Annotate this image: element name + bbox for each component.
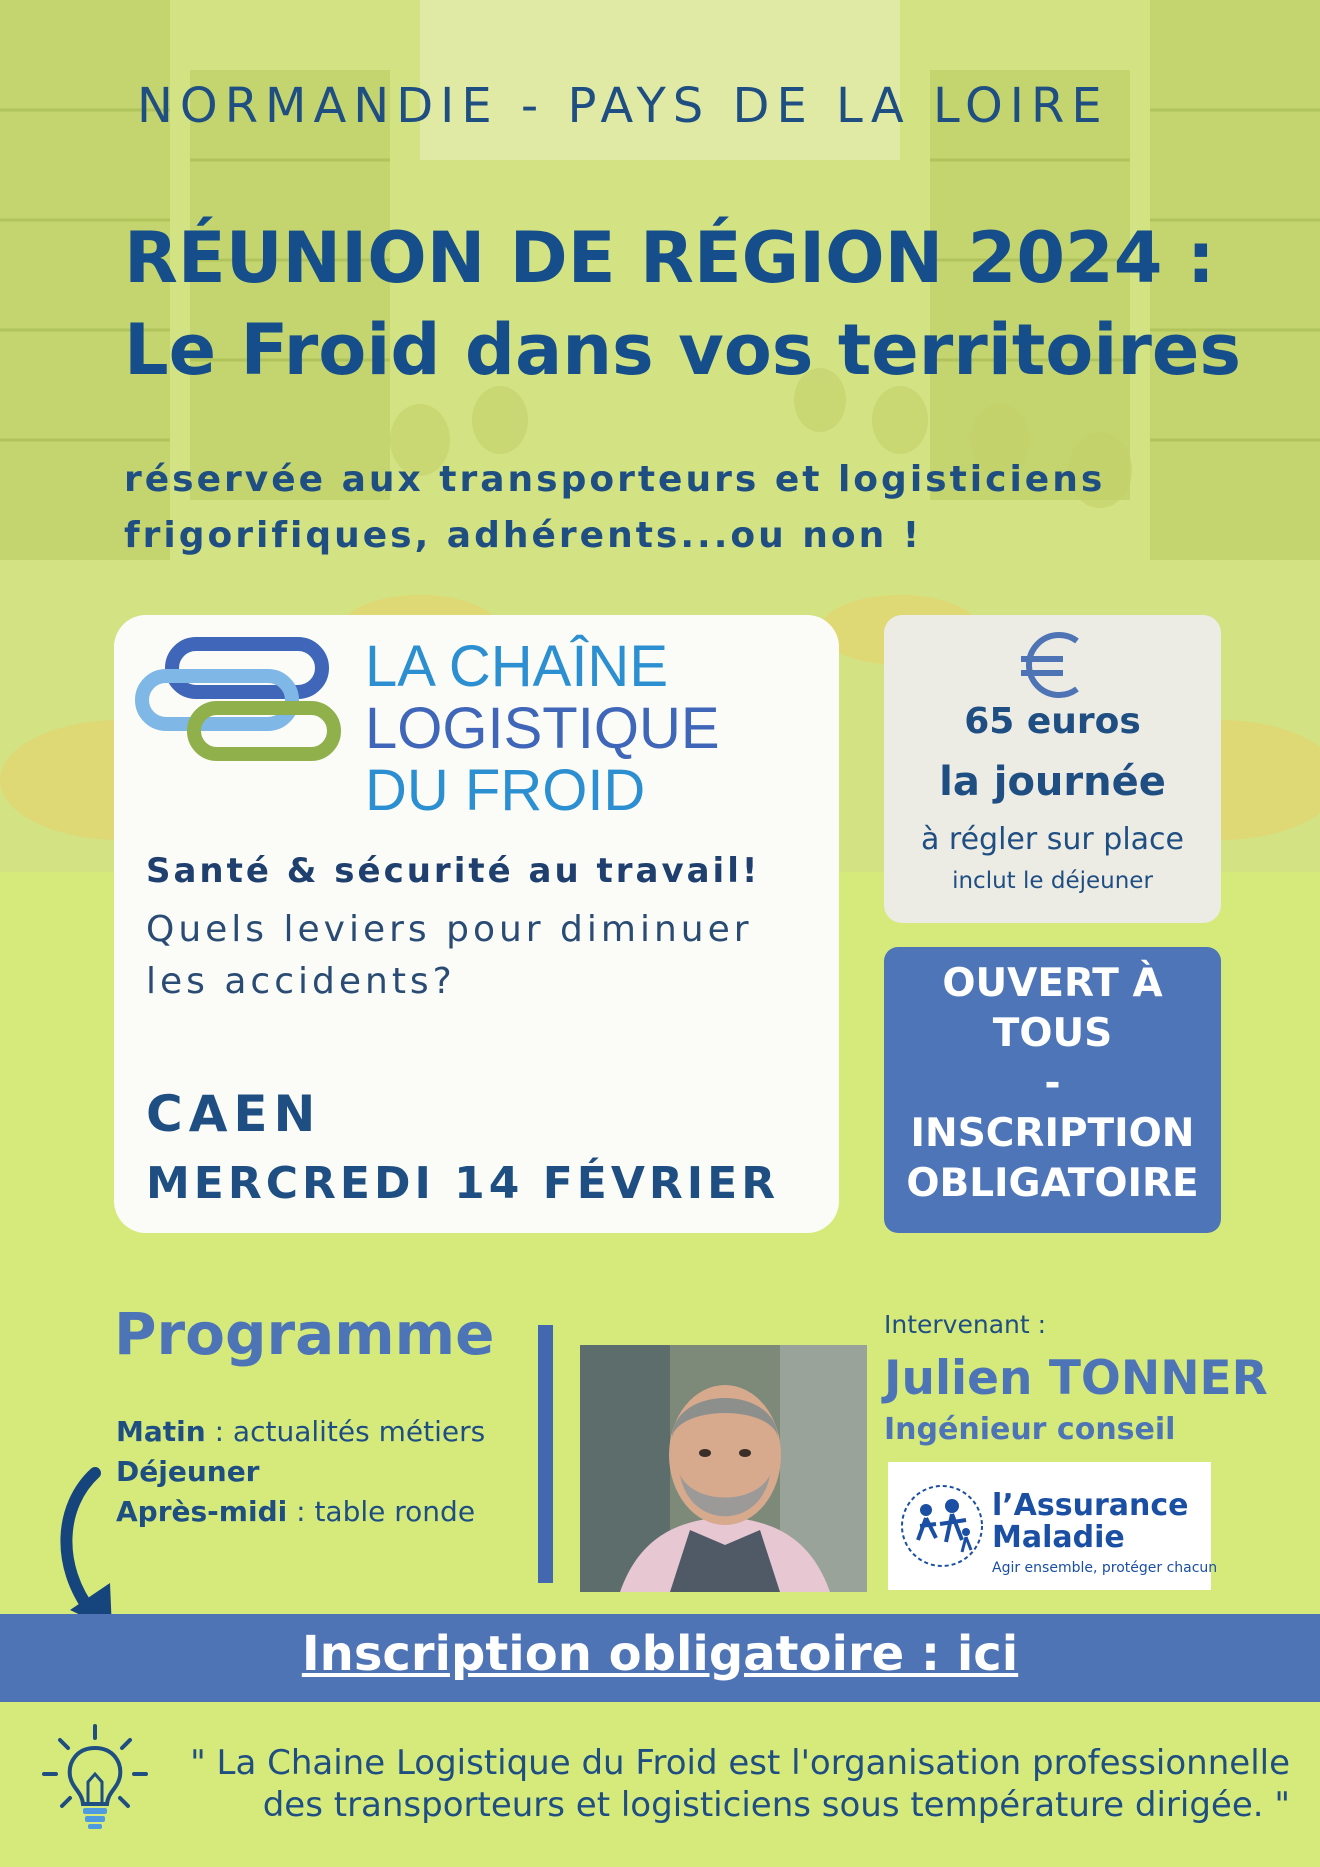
- assurance-logo-line-1: l’Assurance: [992, 1488, 1189, 1523]
- price-amount: 65 euros: [964, 701, 1141, 742]
- programme-item: [116, 1415, 485, 1448]
- organisation-quote: [175, 1742, 1290, 1826]
- price-includes: inclut le déjeuner: [952, 868, 1153, 894]
- access-box: [884, 947, 1221, 1233]
- speaker-portrait-illustration: [580, 1345, 867, 1592]
- programme-item-label: Déjeuner: [116, 1455, 260, 1488]
- assurance-logo-line-2: Maladie: [992, 1520, 1125, 1555]
- audience-text: [124, 452, 1105, 564]
- registration-link[interactable]: Inscription obligatoire : ici: [301, 1626, 1019, 1682]
- programme-item: [116, 1495, 475, 1528]
- access-line-4: OBLIGATOIRE: [906, 1161, 1199, 1206]
- programme-item-label: Après-midi: [116, 1495, 288, 1528]
- quote-line-1: " La Chaine Logistique du Froid est l'organisation professionnelle: [190, 1743, 1290, 1783]
- speaker-role: Ingénieur conseil: [884, 1412, 1176, 1447]
- access-line-1: OUVERT À: [942, 961, 1163, 1006]
- speaker-name: Julien TONNER: [884, 1351, 1268, 1406]
- family-figures-icon: [896, 1480, 988, 1572]
- price-period: la journée: [939, 759, 1166, 805]
- brand-line-1: LA CHAÎNE: [365, 634, 668, 699]
- access-separator: -: [1044, 1061, 1061, 1106]
- assurance-logo-tagline: Agir ensemble, protéger chacun: [992, 1560, 1218, 1576]
- speaker-photo: [580, 1345, 867, 1592]
- assurance-maladie-logo: [888, 1462, 1218, 1590]
- price-box: [884, 615, 1221, 923]
- event-date: MERCREDI 14 FÉVRIER: [146, 1158, 780, 1209]
- access-line-3: INSCRIPTION: [910, 1111, 1195, 1156]
- programme-item-label: Matin: [116, 1415, 206, 1448]
- programme-item-sep: :: [205, 1415, 233, 1448]
- vertical-divider: [538, 1325, 553, 1583]
- brand-line-2: LOGISTIQUE: [365, 696, 720, 761]
- lightbulb-icon: [40, 1722, 150, 1832]
- chain-links-logo-icon: [134, 636, 344, 766]
- theme-question: [146, 904, 753, 1008]
- quote-line-2: des transporteurs et logisticiens sous température dirigée. ": [262, 1785, 1290, 1825]
- programme-item-text: actualités métiers: [232, 1415, 486, 1448]
- region-label: NORMANDIE - PAYS DE LA LOIRE: [137, 78, 1109, 134]
- brand-wordmark: [365, 636, 720, 822]
- page-subtitle: Le Froid dans vos territoires: [124, 309, 1242, 391]
- page-title: RÉUNION DE RÉGION 2024 :: [124, 217, 1215, 299]
- programme-item-sep: :: [287, 1495, 315, 1528]
- event-city: CAEN: [146, 1085, 322, 1143]
- theme-heading: Santé & sécurité au travail!: [146, 851, 761, 891]
- brand-line-3: DU FROID: [365, 758, 646, 823]
- speaker-label: Intervenant :: [884, 1310, 1047, 1339]
- price-payment: à régler sur place: [921, 822, 1184, 857]
- euro-icon: [1015, 627, 1091, 703]
- audience-line-1: réservée aux transporteurs et logisticiens: [124, 459, 1106, 500]
- programme-title: Programme: [114, 1300, 495, 1368]
- audience-line-2: frigorifiques, adhérents...ou non !: [124, 515, 923, 556]
- theme-line-1: Quels leviers pour diminuer: [146, 909, 753, 950]
- access-line-2: TOUS: [992, 1011, 1113, 1056]
- theme-line-2: les accidents?: [146, 961, 456, 1002]
- programme-item-text: table ronde: [314, 1495, 476, 1528]
